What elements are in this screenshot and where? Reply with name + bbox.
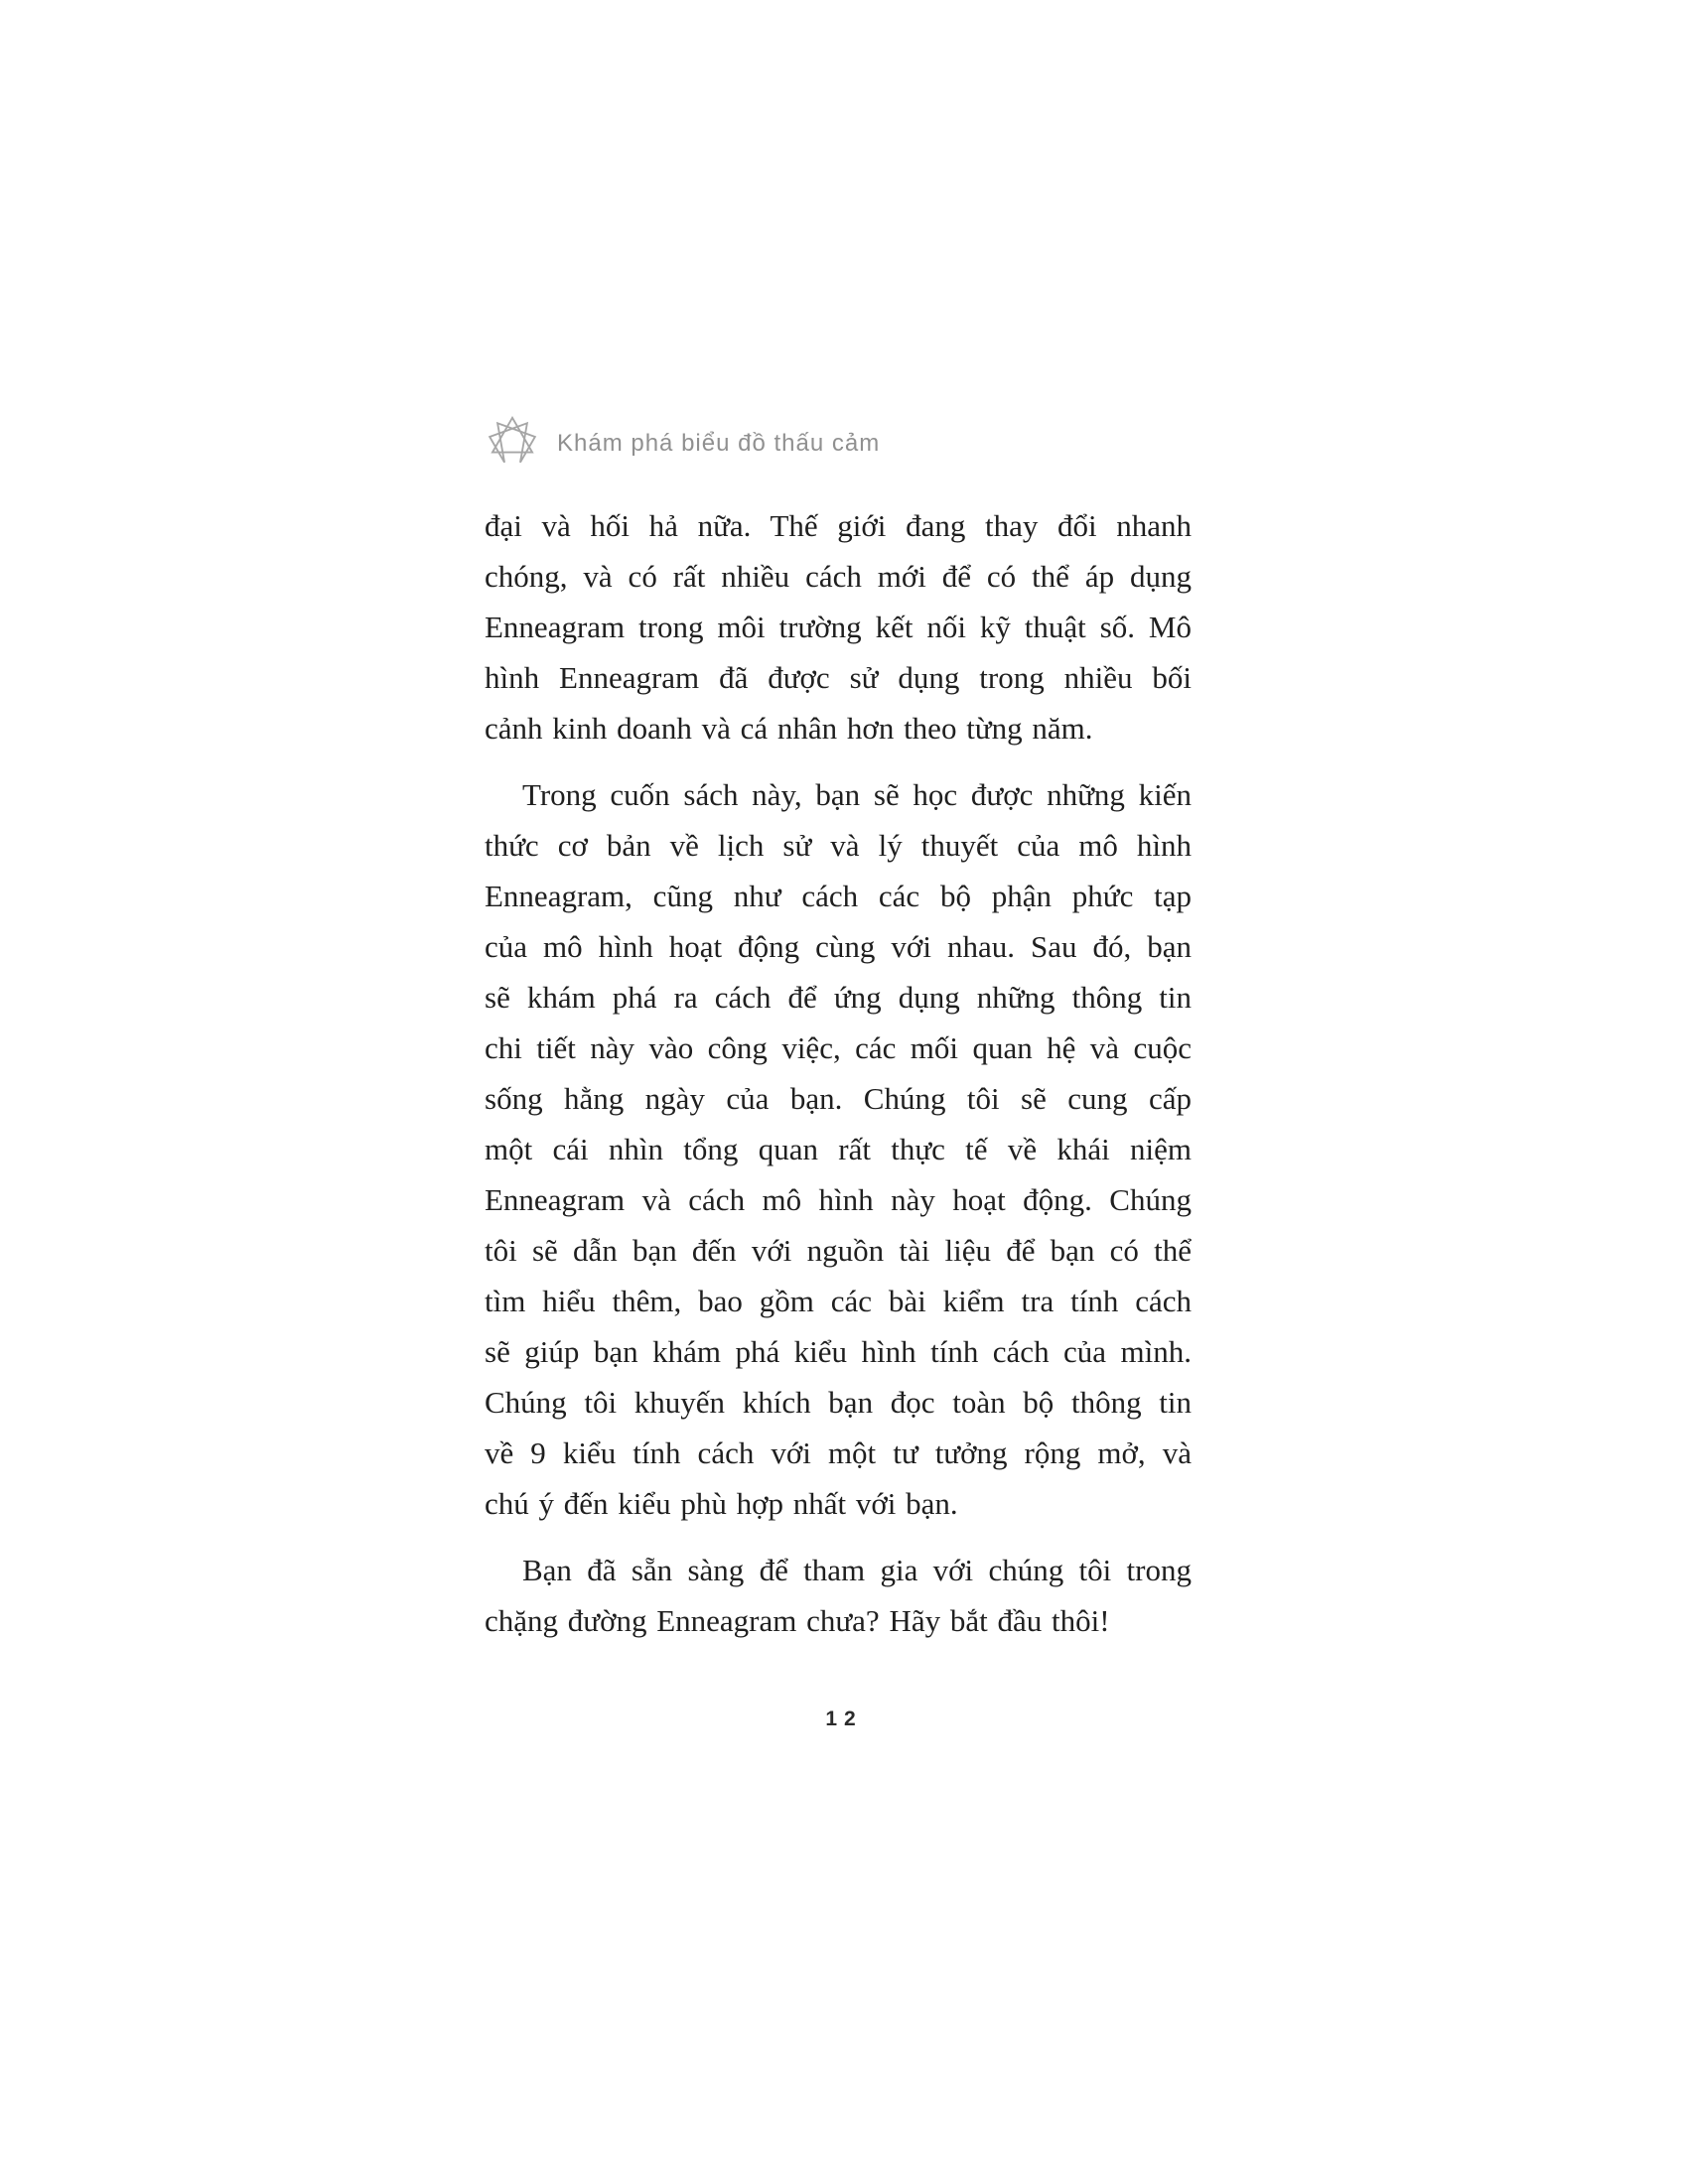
text-line: Enneagram và cách mô hình này hoạt động. Chúng (485, 1182, 1192, 1217)
text-line: hình Enneagram đã được sử dụng trong nhiều bối (485, 660, 1192, 695)
text-line: Trong cuốn sách này, bạn sẽ học được những kiến (522, 777, 1192, 812)
enneagram-star-icon (484, 409, 541, 473)
text-line: sẽ khám phá ra cách để ứng dụng những thông tin (485, 980, 1192, 1015)
text-line: chặng đường Enneagram chưa? Hãy bắt đầu thôi! (485, 1603, 1110, 1638)
paragraph (485, 769, 1192, 1529)
running-header-title: Khám phá biểu đồ thấu cảm (557, 430, 881, 457)
running-header (484, 409, 880, 473)
text-line: Bạn đã sẵn sàng để tham gia với chúng tôi trong (522, 1553, 1192, 1587)
text-line: sống hằng ngày của bạn. Chúng tôi sẽ cung cấp (485, 1081, 1192, 1116)
text-line: Chúng tôi khuyến khích bạn đọc toàn bộ thông tin (485, 1385, 1192, 1420)
paragraph (485, 1545, 1192, 1646)
text-line: đại và hối hả nữa. Thế giới đang thay đổi nhanh (485, 508, 1192, 543)
text-line: thức cơ bản về lịch sử và lý thuyết của mô hình (485, 828, 1192, 863)
text-line: tìm hiểu thêm, bao gồm các bài kiểm tra tính cách (485, 1284, 1192, 1318)
body-text (485, 500, 1192, 1646)
text-line: chi tiết này vào công việc, các mối quan hệ và cuộc (485, 1030, 1192, 1065)
text-line: chú ý đến kiểu phù hợp nhất với bạn. (485, 1486, 958, 1521)
text-line: tôi sẽ dẫn bạn đến với nguồn tài liệu để bạn có thể (485, 1233, 1192, 1268)
text-line: sẽ giúp bạn khám phá kiểu hình tính cách của mình. (485, 1334, 1192, 1369)
text-line: chóng, và có rất nhiều cách mới để có thể áp dụng (485, 559, 1192, 594)
text-line: cảnh kinh doanh và cá nhân hơn theo từng năm. (485, 711, 1093, 746)
text-line: Enneagram trong môi trường kết nối kỹ thuật số. Mô (485, 610, 1192, 644)
text-line: một cái nhìn tổng quan rất thực tế về khái niệm (485, 1132, 1192, 1166)
text-line: Enneagram, cũng như cách các bộ phận phức tạp (485, 879, 1192, 913)
text-line: về 9 kiểu tính cách với một tư tưởng rộng mở, và (485, 1435, 1192, 1470)
paragraph (485, 500, 1192, 753)
page-number: 12 (825, 1707, 863, 1730)
text-line: của mô hình hoạt động cùng với nhau. Sau đó, bạn (485, 929, 1192, 964)
